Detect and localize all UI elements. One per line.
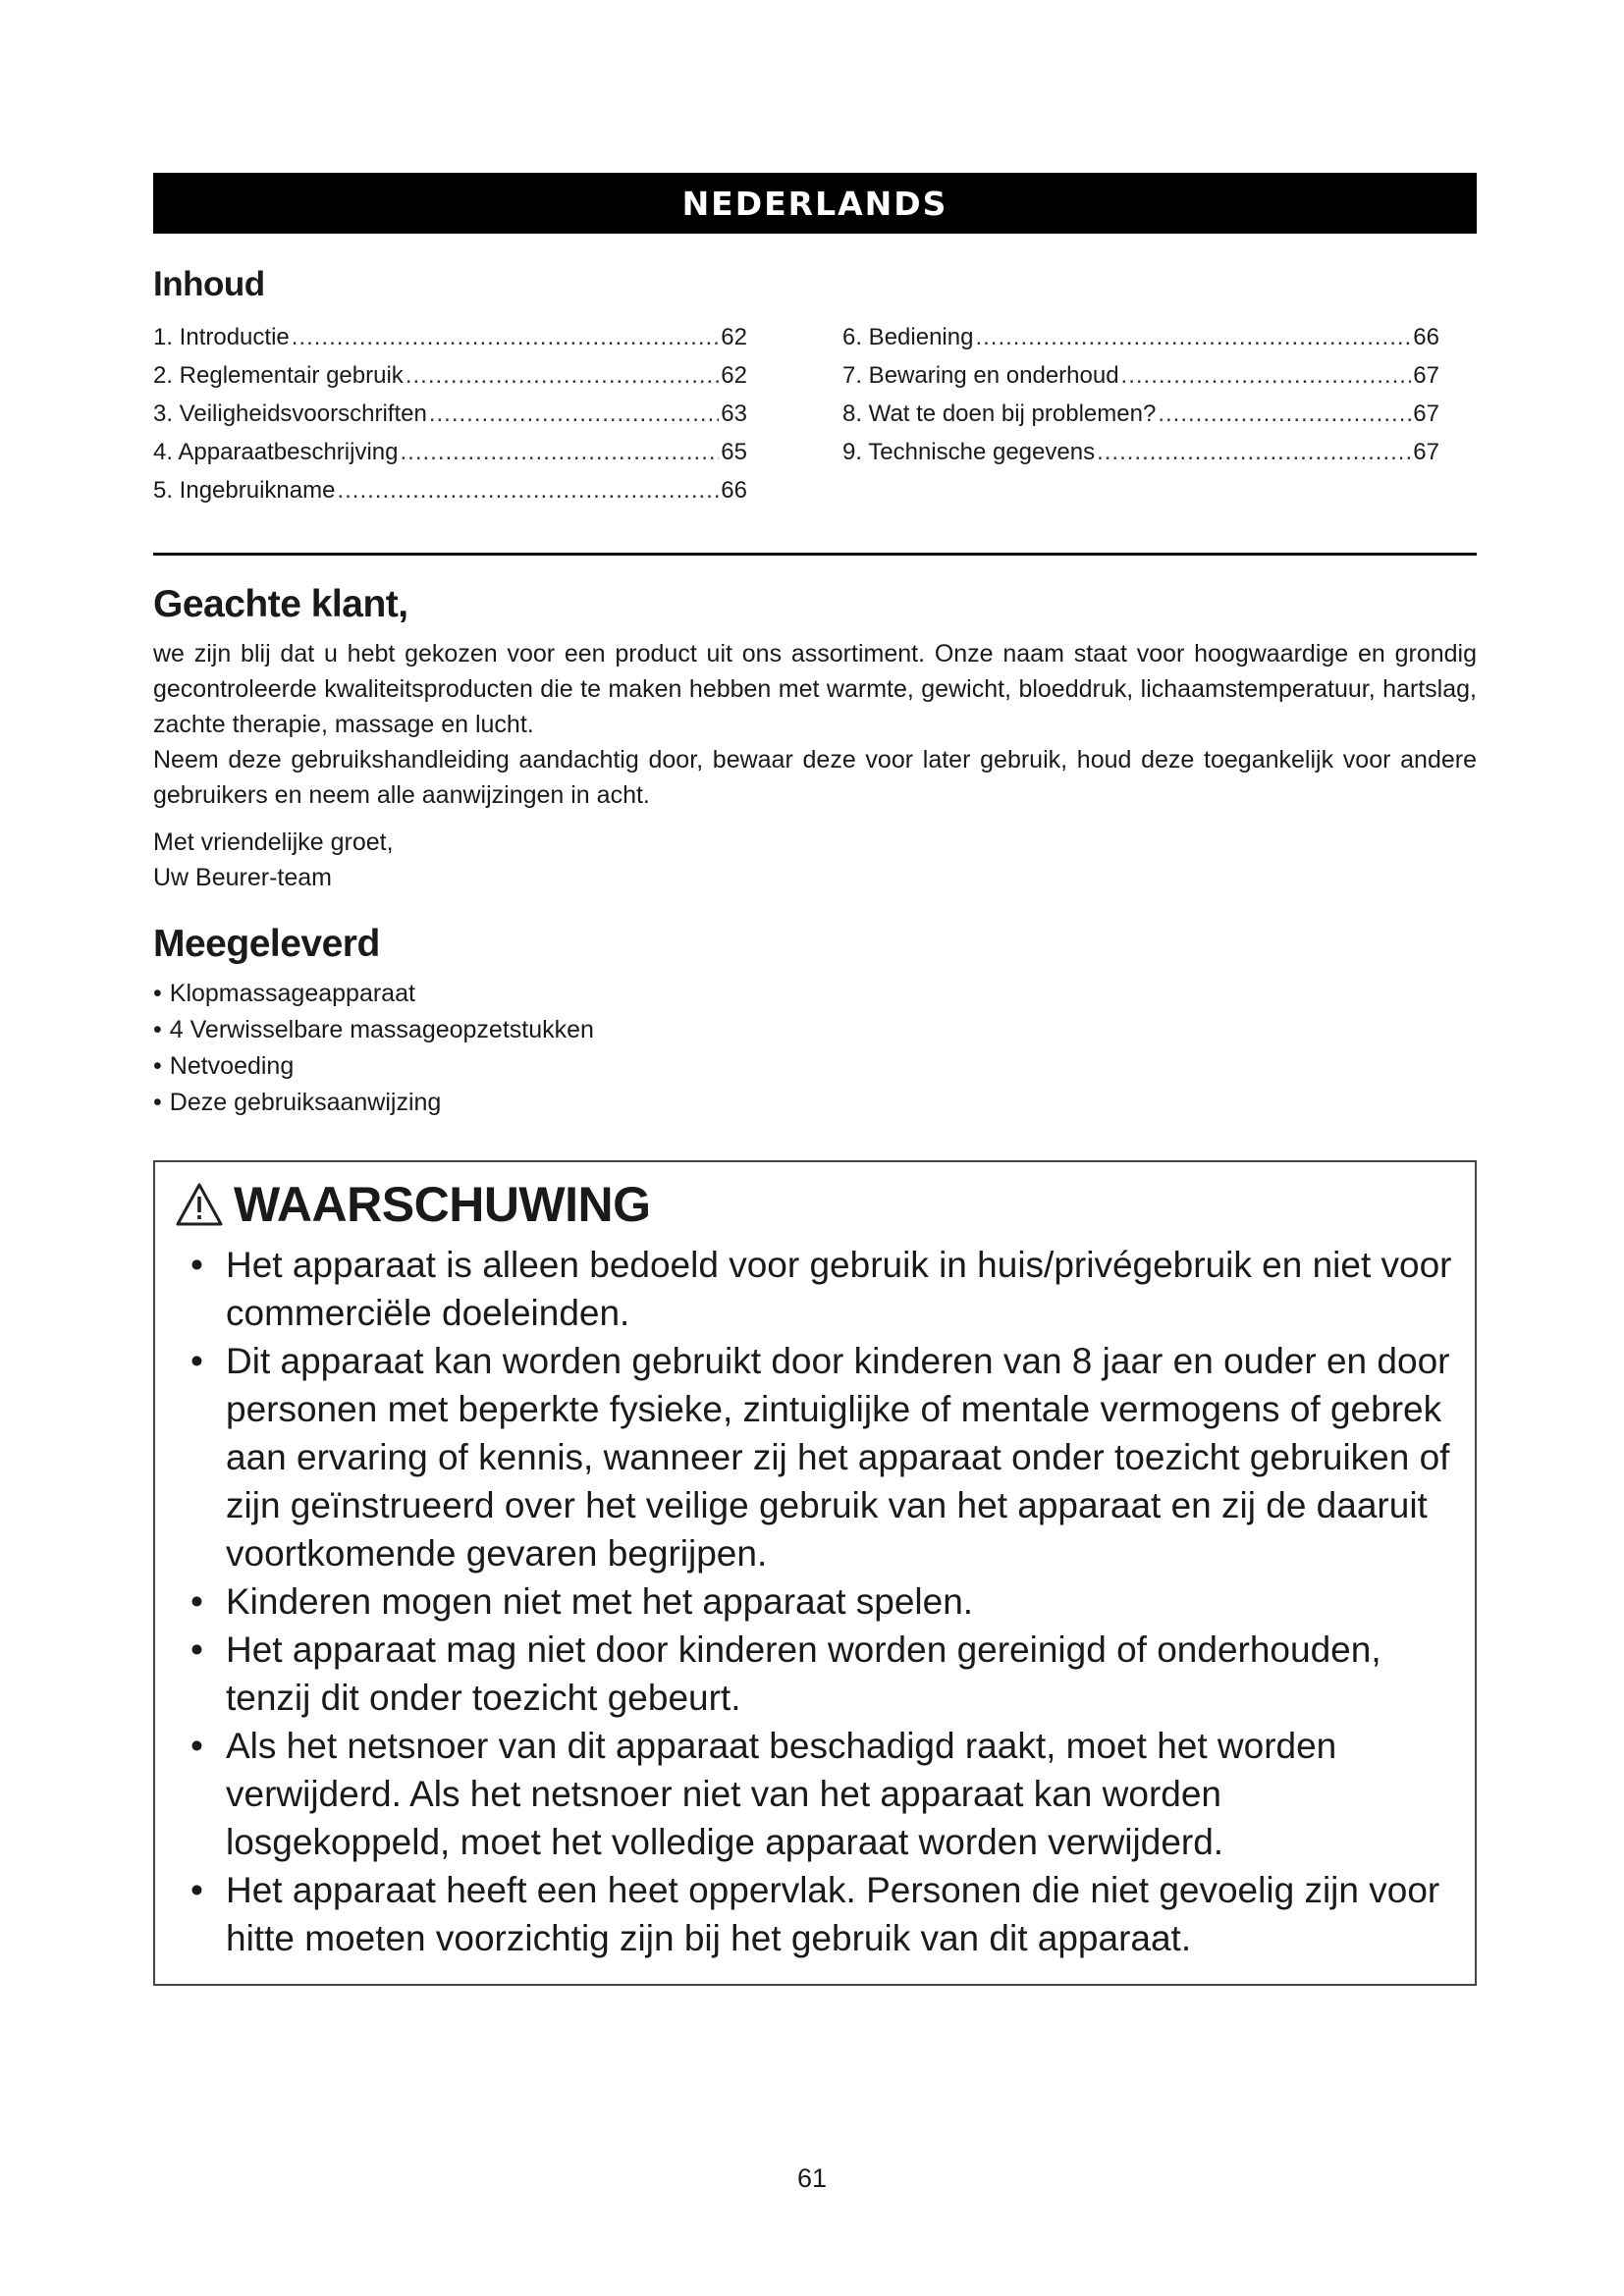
- toc-item[interactable]: [153, 471, 747, 509]
- toc-leader: [406, 356, 719, 395]
- toc-leader: [975, 318, 1411, 356]
- greeting-heading: Geachte klant,: [153, 583, 408, 625]
- toc-item[interactable]: [153, 318, 747, 356]
- list-item: • Netvoeding: [153, 1048, 1477, 1085]
- toc-item-label: 2. Reglementair gebruik: [153, 362, 404, 389]
- toc-item[interactable]: [842, 395, 1439, 433]
- toc-column-left: [153, 318, 747, 509]
- toc-item-label: 4. Apparaatbeschrijving: [153, 439, 399, 465]
- supplied-list: [153, 976, 1477, 1121]
- warning-title: WAARSCHUWING: [234, 1177, 651, 1232]
- warning-header: [175, 1176, 1455, 1233]
- toc-item-page: 66: [721, 477, 747, 504]
- toc-leader: [401, 433, 720, 471]
- toc-leader: [1158, 395, 1411, 433]
- toc-item-page: 65: [721, 439, 747, 465]
- toc-item-page: 62: [721, 362, 747, 389]
- closing-greeting: Met vriendelijke groet,: [153, 828, 394, 856]
- toc-item-page: 67: [1413, 439, 1439, 465]
- list-item: • Klopmassageapparaat: [153, 976, 1477, 1012]
- toc-leader: [1097, 433, 1411, 471]
- warning-item: • Als het netsnoer van dit apparaat beschadigd raakt, moet het worden verwijderd. Als het netsnoer niet van het apparaat kan worden losgekoppeld, moet het volledige apparaat worden verwijderd.: [175, 1722, 1455, 1866]
- toc-title: Inhoud: [153, 265, 265, 303]
- toc-item-page: 67: [1413, 362, 1439, 389]
- toc-item[interactable]: [153, 356, 747, 395]
- intro-paragraph: we zijn blij dat u hebt gekozen voor een product uit ons assortiment. Onze naam staat voor hoogwaardige en grondig gecontroleerde kwaliteitsproducten die te maken hebben met warmte, gewicht, bloeddruk, lichaamstemperatuur, hartslag, zachte therapie, massage en lucht.: [153, 640, 1477, 738]
- table-of-contents: [153, 318, 1477, 509]
- toc-item-label: 9. Technische gegevens: [842, 439, 1096, 465]
- warning-item: • Het apparaat is alleen bedoeld voor gebruik in huis/privégebruik en niet voor commerciële doeleinden.: [175, 1241, 1455, 1337]
- language-header: NEDERLANDS: [153, 173, 1477, 234]
- toc-leader: [292, 318, 720, 356]
- toc-leader: [1121, 356, 1412, 395]
- warning-item: • Het apparaat heeft een heet oppervlak. Personen die niet gevoelig zijn voor hitte moeten voorzichtig zijn bij het gebruik van dit apparaat.: [175, 1866, 1455, 1962]
- warning-item: • Dit apparaat kan worden gebruikt door kinderen van 8 jaar en ouder en door personen met beperkte fysieke, zintuiglijke of mentale vermogens of gebrek aan ervaring of kennis, wanneer zij het apparaat onder toezicht gebruiken of zijn geïnstrueerd over het veilige gebruik van het apparaat en zij de daaruit voortkomende gevaren begrijpen.: [175, 1337, 1455, 1577]
- supplied-heading: Meegeleverd: [153, 923, 380, 965]
- toc-item-page: 63: [721, 400, 747, 427]
- closing-signature: Uw Beurer-team: [153, 864, 332, 891]
- toc-column-right: [842, 318, 1439, 509]
- page-number: 61: [796, 2163, 828, 2193]
- toc-item-page: 62: [721, 324, 747, 350]
- toc-item[interactable]: [842, 318, 1439, 356]
- toc-item-label: 6. Bediening: [842, 324, 974, 350]
- toc-item[interactable]: [153, 433, 747, 471]
- toc-leader: [337, 471, 719, 509]
- toc-item-label: 3. Veiligheidsvoorschriften: [153, 400, 427, 427]
- toc-item-label: 1. Introductie: [153, 324, 290, 350]
- toc-item-label: 7. Bewaring en onderhoud: [842, 362, 1119, 389]
- toc-item-page: 66: [1413, 324, 1439, 350]
- toc-item[interactable]: [842, 433, 1439, 471]
- warning-triangle-icon: [175, 1182, 224, 1227]
- section-divider: [153, 553, 1477, 556]
- toc-leader: [429, 395, 719, 433]
- warning-box: [153, 1160, 1477, 1986]
- page-content: [153, 173, 1477, 1986]
- toc-item-page: 67: [1413, 400, 1439, 427]
- toc-item[interactable]: [842, 356, 1439, 395]
- list-item: • Deze gebruiksaanwijzing: [153, 1085, 1477, 1121]
- warning-item: • Kinderen mogen niet met het apparaat spelen.: [175, 1577, 1455, 1626]
- warning-item: • Het apparaat mag niet door kinderen worden gereinigd of onderhouden, tenzij dit onder toezicht gebeurt.: [175, 1626, 1455, 1722]
- warning-list: [175, 1241, 1455, 1962]
- closing-block: [153, 825, 1477, 895]
- list-item: • 4 Verwisselbare massageopzetstukken: [153, 1012, 1477, 1048]
- toc-item-label: 8. Wat te doen bij problemen?: [842, 400, 1157, 427]
- toc-item-label: 5. Ingebruikname: [153, 477, 336, 504]
- instructions-paragraph: Neem deze gebruikshandleiding aandachtig door, bewaar deze voor later gebruik, houd deze toegankelijk voor andere gebruikers en neem alle aanwijzingen in acht.: [153, 746, 1477, 809]
- toc-item[interactable]: [153, 395, 747, 433]
